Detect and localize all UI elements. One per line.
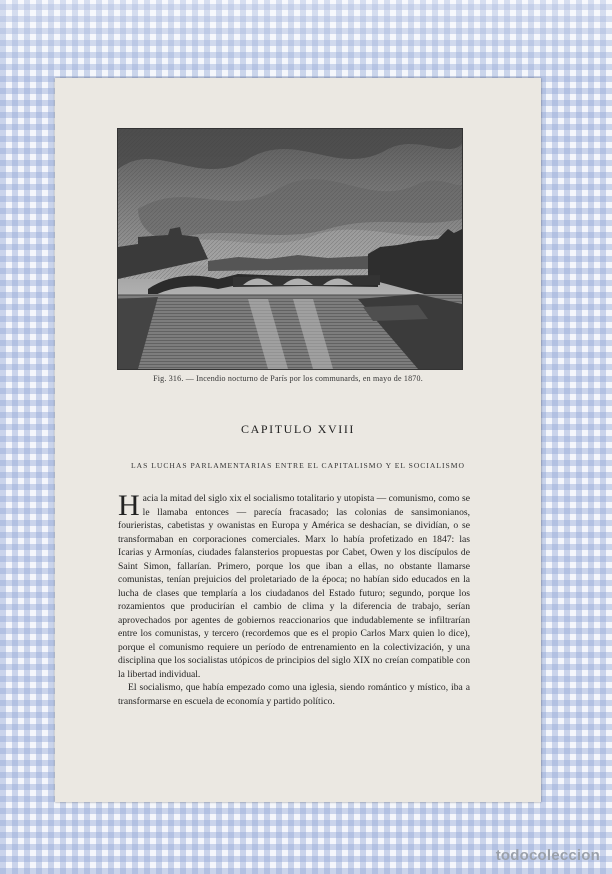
engraving-illustration	[117, 128, 463, 370]
book-page	[55, 78, 541, 802]
chapter-subtitle: LAS LUCHAS PARLAMENTARIAS ENTRE EL CAPITALISMO Y EL SOCIALISMO	[130, 461, 466, 470]
background-fade	[0, 0, 612, 80]
paragraph-1	[118, 489, 470, 681]
paragraph-2: El socialismo, que había empezado como una iglesia, siendo romántico y místico, iba a transformarse en escuela de economía y partido político.	[118, 682, 470, 707]
paragraph-1-text: acia la mitad del siglo xix el socialismo totalitario y utopista — comunismo, como se le llamaba entonces — parecía fracasado; las colonias de sansimonianos, fourieristas, cabetistas y owanistas en Europa y América se deshacían, se dividían, o se transformaban en corporaciones comerciales. Marx lo había profetizado en 1847: las Icarias y Armonías, ciudades falansterios propuestas por Cabet, Owen y los discípulos de Saint Simon, fallarían. Primero, porque los que iban a ellas, no obstante llamarse comunistas, tenían prejuicios del proletariado de la época; no habían sido educados en la lucha de clases que templaría a los ciudadanos del Estado futuro; segundo, porque los rozamientos que producirían el cambio de clima y la diferencia de trabajo, serían aprovechados por agentes de gobiernos reaccionarios que indudablemente se infiltrarían entre los comunistas, y tercero (recordemos que es el propio Carlos Marx quien lo dice), porque el comunismo requiere un período de entrenamiento en la colectivización, y una disciplina que los socialistas utópicos de principios del siglo XIX no creían compatible con la libertad individual.	[118, 493, 470, 680]
chapter-body	[118, 489, 470, 708]
drop-cap: H	[118, 489, 140, 522]
figure-caption: Fig. 316. — Incendio nocturno de París por los communards, en mayo de 1870.	[153, 374, 423, 383]
chapter-title: CAPITULO XVIII	[240, 422, 356, 436]
paris-fire-engraving	[118, 129, 462, 369]
watermark-logo: todocoleccion	[495, 847, 600, 864]
